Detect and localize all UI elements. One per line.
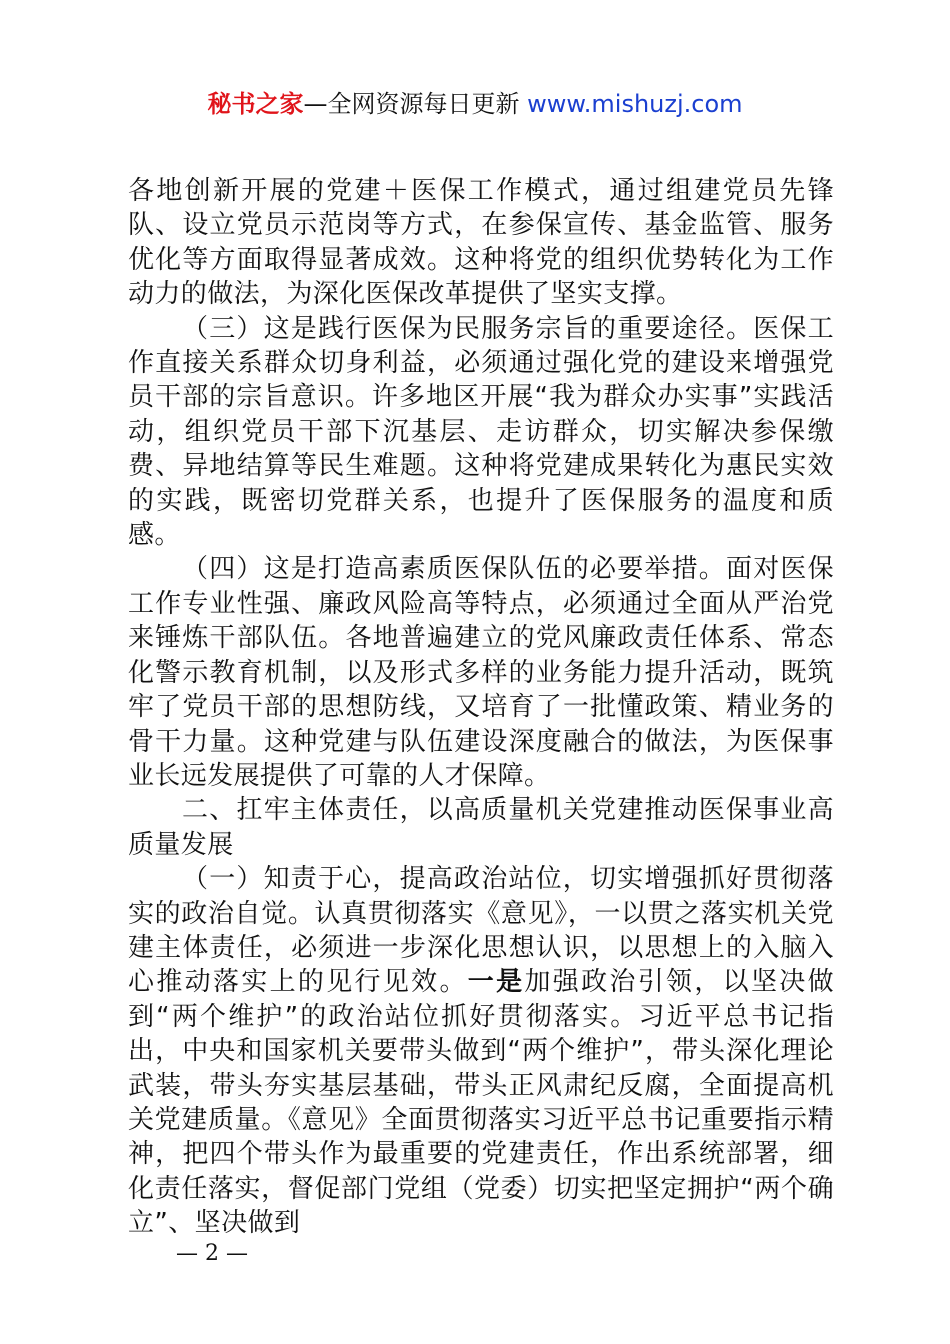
paragraph-text-after: 加强政治引领，以坚决做到“两个维护”的政治站位抓好贯彻落实。习近平总书记指出，中央和国家机关要带头做到“两个维护”，带头深化理论武装，带头夯实基层基础，带头正风肃纪反腐，全面提高机关党建质量。《意见》全面贯彻落实习近平总书记重要指示精神，把四个带头作为最重要的党建责任，作出系统部署，细化责任落实，督促部门党组（党委）切实把坚定拥护“两个确立”、坚决做到 [128,967,834,1239]
header-url-link[interactable]: www.mishuzj.com [527,90,743,118]
paragraph-continuation: 各地创新开展的党建＋医保工作模式，通过组建党员先锋队、设立党员示范岗等方式，在参保宣传、基金监管、服务优化等方面取得显著成效。这种将党的组织优势转化为工作动力的做法，为深化医保改革提供了坚实支撑。 [128,176,834,310]
paragraph-text-before: （一）知责于心，提高政治站位，切实增强抓好贯彻落实的政治自觉。认真贯彻落实《意见》，一以贯之落实机关党建主体责任，必须进一步深化思想认识，以思想上的入脑入心推动落实上的见行见效。 [128,864,834,998]
paragraph-section-four: （四）这是打造高素质医保队伍的必要举措。面对医保工作专业性强、廉政风险高等特点，必须通过全面从严治党来锤炼干部队伍。各地普遍建立的党风廉政责任体系、常态化警示教育机制，以及形式多样的业务能力提升活动，既筑牢了党员干部的思想防线，又培育了一批懂政策、精业务的骨干力量。这种党建与队伍建设深度融合的做法，为医保事业长远发展提供了可靠的人才保障。 [128,554,834,791]
bold-emphasis: 一是 [467,967,525,998]
paragraph-section-three: （三）这是践行医保为民服务宗旨的重要途径。医保工作直接关系群众切身利益，必须通过强化党的建设来增强党员干部的宗旨意识。许多地区开展“我为群众办实事”实践活动，组织党员干部下沉基层、走访群众，切实解决参保缴费、异地结算等民生难题。这种将党建成果转化为惠民实效的实践，既密切党群关系，也提升了医保服务的温度和质感。 [128,313,834,551]
site-header-banner [0,86,950,122]
document-body [128,174,834,1241]
header-tagline: —全网资源每日更新 [303,90,528,118]
paragraph-section-two-one [128,862,834,1240]
page-number: — 2 — [176,1241,248,1266]
section-heading-two: 二、扛牢主体责任，以高质量机关党建推动医保事业高质量发展 [128,795,834,860]
brand-name: 秘书之家 [207,90,304,118]
